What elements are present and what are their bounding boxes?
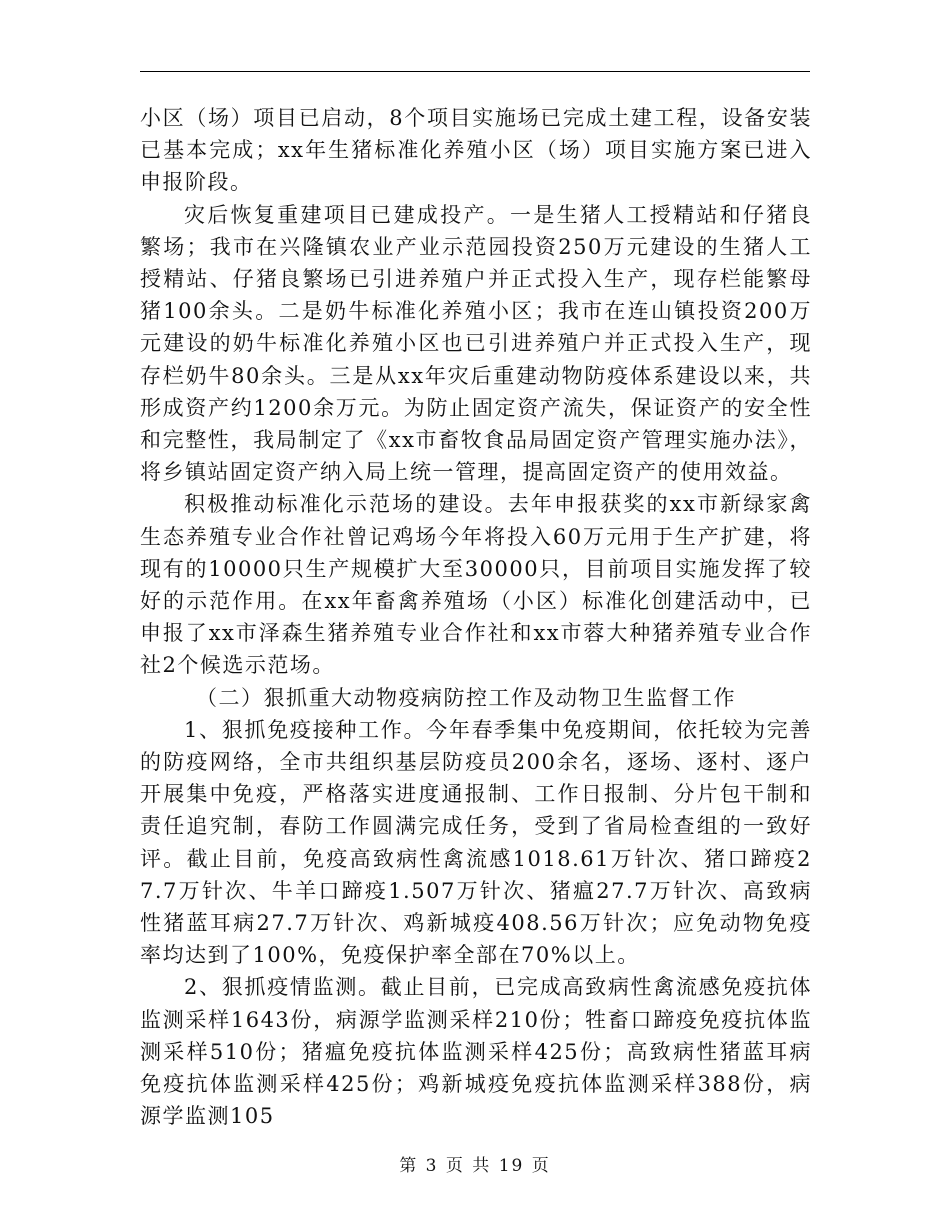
paragraph-3: 积极推动标准化示范场的建设。去年申报获奖的xx市新绿家禽生态养殖专业合作社曾记鸡场今年将投入60万元用于生产扩建，将现有的10000只生产规模扩大至30000只，目前项目实施发挥了较好的示范作用。在xx年畜禽养殖场（小区）标准化创建活动中，已申报了xx市泽森生猪养殖专业合作社和xx市蓉大种猪养殖专业合作社2个候选示范场。: [140, 492, 812, 678]
header-rule: [140, 71, 810, 72]
paragraph-2: 灾后恢复重建项目已建成投产。一是生猪人工授精站和仔猪良繁场；我市在兴隆镇农业产业示范园投资250万元建设的生猪人工授精站、仔猪良繁场已引进养殖户并正式投入生产，现存栏能繁母猪100余头。二是奶牛标准化养殖小区；我市在连山镇投资200万元建设的奶牛标准化养殖小区也已引进养殖户并正式投入生产，现存栏奶牛80余头。三是从xx年灾后重建动物防疫体系建设以来，共形成资产约1200余万元。为防止固定资产流失，保证资产的安全性和完整性，我局制定了《xx市畜牧食品局固定资产管理实施办法》，将乡镇站固定资产纳入局上统一管理，提高固定资产的使用效益。: [140, 202, 812, 485]
section-heading: （二）狠抓重大动物疫病防控工作及动物卫生监督工作: [196, 685, 736, 710]
paragraph-5: 1、狠抓免疫接种工作。今年春季集中免疫期间，依托较为完善的防疫网络，全市共组织基层防疫员200余名，逐场、逐村、逐户开展集中免疫，严格落实进度通报制、工作日报制、分片包干制和责任追究制，春防工作圆满完成任务，受到了省局检查组的一致好评。截止目前，免疫高致病性禽流感1018.61万针次、猪口蹄疫27.7万针次、牛羊口蹄疫1.507万针次、猪瘟27.7万针次、高致病性猪蓝耳病27.7万针次、鸡新城疫408.56万针次；应免动物免疫率均达到了100%，免疫保护率全部在70%以上。: [140, 717, 812, 968]
document-body: [140, 102, 812, 1133]
paragraph-1: 小区（场）项目已启动，8个项目实施场已完成土建工程，设备安装已基本完成；xx年生猪标准化养殖小区（场）项目实施方案已进入申报阶段。: [140, 106, 812, 195]
paragraph-6: 2、狠抓疫情监测。截止目前，已完成高致病性禽流感免疫抗体监测采样1643份，病源学监测采样210份；牲畜口蹄疫免疫抗体监测采样510份；猪瘟免疫抗体监测采样425份；高致病性猪蓝耳病免疫抗体监测采样425份；鸡新城疫免疫抗体监测采样388份，病源学监测105: [140, 975, 812, 1129]
page-footer: 第 3 页 共 19 页: [399, 1156, 551, 1176]
